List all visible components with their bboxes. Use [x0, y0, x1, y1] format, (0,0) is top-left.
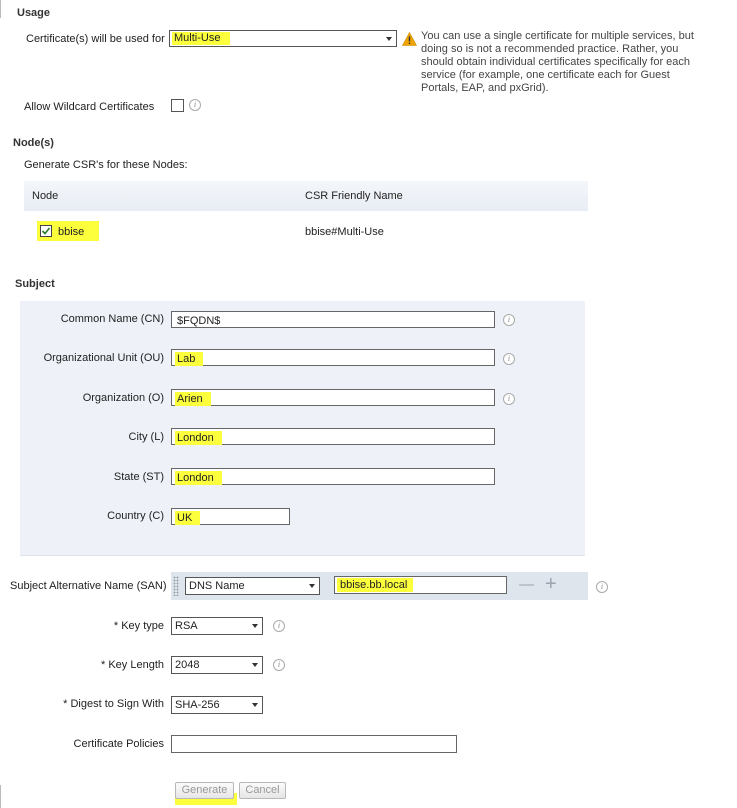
st-label: State (ST) [113, 471, 164, 483]
cancel-button[interactable]: Cancel [239, 782, 286, 799]
key-type-value: RSA [175, 620, 198, 632]
c-input[interactable] [171, 508, 290, 525]
wildcard-checkbox[interactable] [171, 99, 184, 112]
l-label: City (L) [128, 431, 164, 443]
l-input[interactable] [171, 428, 495, 445]
col-node-header: Node [32, 190, 59, 202]
warning-icon [402, 32, 417, 46]
info-icon[interactable]: i [503, 353, 515, 365]
chevron-down-icon [252, 624, 258, 628]
cert-used-for-label: Certificate(s) will be used for [26, 33, 165, 45]
left-border [0, 785, 1, 808]
node-checkbox[interactable] [40, 225, 52, 237]
add-san-button[interactable]: + [545, 573, 557, 595]
st-value: London [175, 471, 222, 485]
key-type-select[interactable] [171, 617, 263, 635]
wildcard-label: Allow Wildcard Certificates [24, 101, 155, 113]
digest-label: * Digest to Sign With [63, 698, 164, 710]
usage-section-title: Usage [17, 7, 51, 19]
san-type-value: DNS Name [189, 580, 245, 592]
info-icon[interactable]: i [273, 620, 285, 632]
o-value: Arien [175, 392, 211, 406]
cert-used-for-select[interactable] [169, 30, 397, 47]
cn-input[interactable] [171, 311, 495, 328]
info-icon[interactable]: i [273, 659, 285, 671]
digest-value: SHA-256 [175, 699, 220, 711]
node-name: bbise [58, 226, 85, 238]
cn-value: $FQDN$ [177, 315, 221, 327]
ou-value: Lab [175, 352, 203, 366]
nodes-table-header [24, 181, 588, 211]
c-label: Country (C) [107, 510, 164, 522]
warning-text: You can use a single certificate for multiple services, but doing so is not a recommended practice. Rather, you should obtain individual certificates specifically for each service (for example, one certificate each for Guest Portals, EAP, and pxGrid). [421, 30, 694, 94]
ou-input[interactable] [171, 349, 495, 366]
key-length-label: * Key Length [101, 659, 164, 671]
key-length-select[interactable] [171, 656, 263, 674]
chevron-down-icon [252, 703, 258, 707]
info-icon[interactable]: i [503, 314, 515, 326]
ou-label: Organizational Unit (OU) [43, 352, 164, 364]
cert-used-for-value: Multi-Use [172, 32, 230, 45]
san-type-select[interactable] [185, 577, 320, 595]
drag-handle-icon[interactable] [173, 576, 179, 596]
remove-san-button[interactable]: — [519, 576, 534, 593]
generate-button[interactable]: Generate [175, 782, 234, 799]
key-type-label: * Key type [113, 620, 164, 632]
cn-label: Common Name (CN) [60, 313, 164, 325]
info-icon[interactable]: i [503, 393, 515, 405]
st-input[interactable] [171, 468, 495, 485]
policies-label: Certificate Policies [73, 738, 164, 750]
checkmark-icon [41, 226, 51, 236]
left-border [0, 0, 1, 18]
col-friendly-name-header: CSR Friendly Name [305, 190, 403, 202]
info-icon[interactable]: i [189, 99, 201, 111]
san-value: bbise.bb.local [337, 578, 413, 592]
nodes-section-title: Node(s) [13, 137, 54, 149]
key-length-value: 2048 [175, 659, 200, 671]
chevron-down-icon [252, 663, 258, 667]
san-value-input[interactable] [334, 576, 507, 594]
subject-section-title: Subject [15, 278, 55, 290]
info-icon[interactable]: i [596, 581, 608, 593]
nodes-subtitle: Generate CSR's for these Nodes: [24, 159, 188, 171]
l-value: London [175, 431, 222, 445]
san-label: Subject Alternative Name (SAN) [10, 580, 167, 592]
c-value: UK [175, 511, 200, 525]
chevron-down-icon [309, 584, 315, 588]
o-input[interactable] [171, 389, 495, 406]
policies-input[interactable] [171, 735, 457, 753]
digest-select[interactable] [171, 696, 263, 714]
node-friendly-name: bbise#Multi-Use [305, 226, 384, 238]
o-label: Organization (O) [82, 392, 164, 404]
chevron-down-icon [386, 37, 392, 41]
